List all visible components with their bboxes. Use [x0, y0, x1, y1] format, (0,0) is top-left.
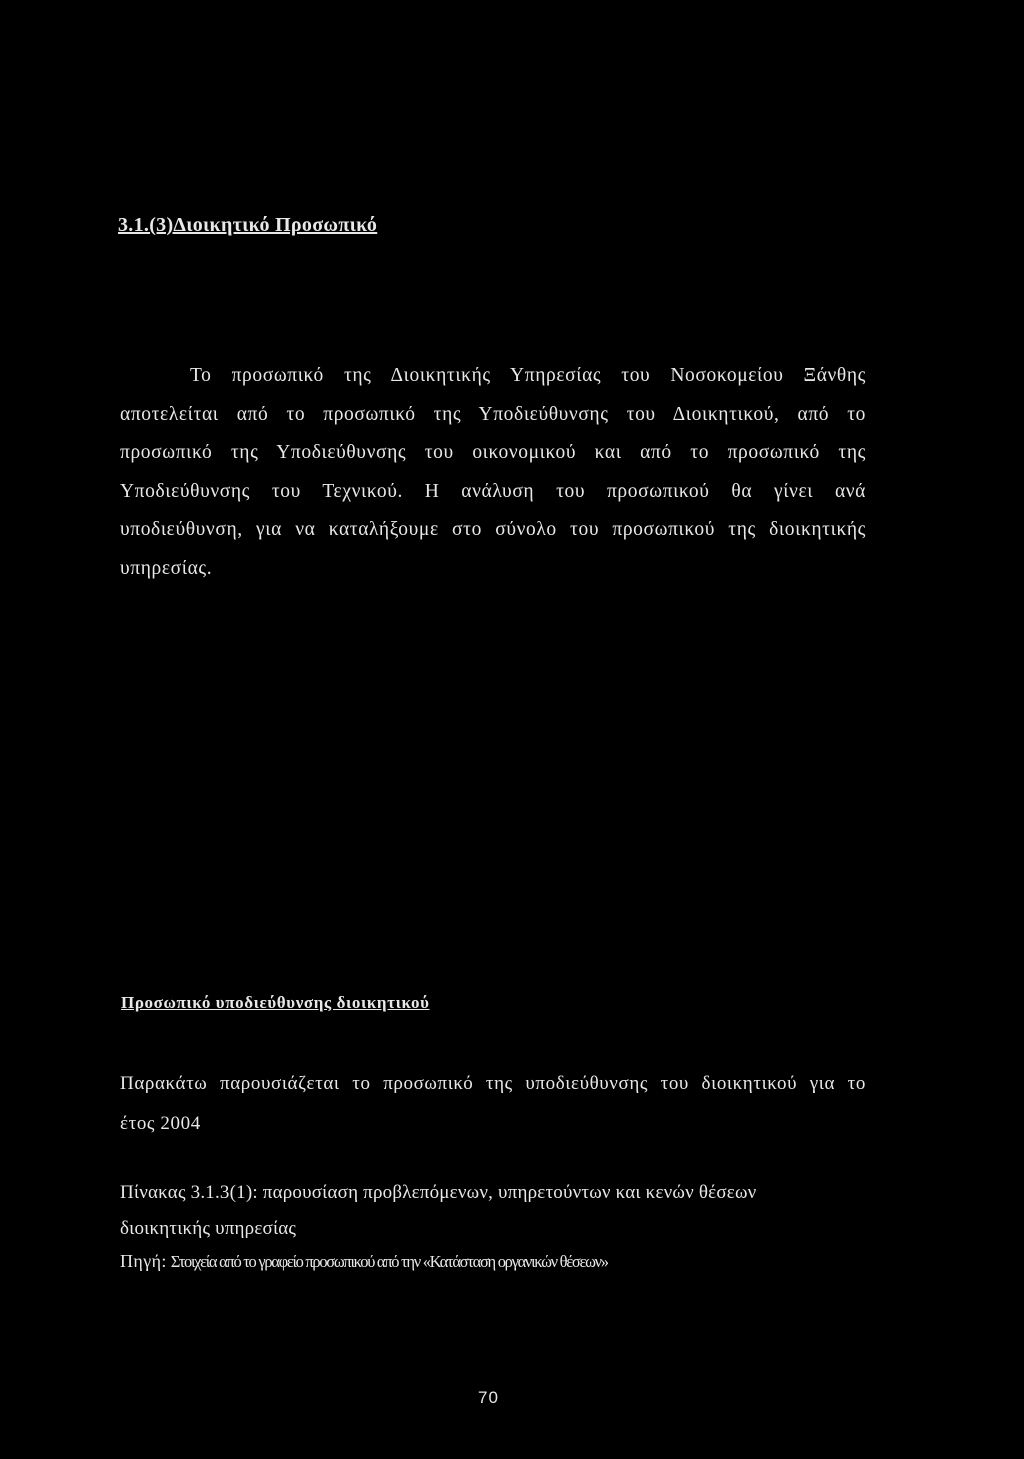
table-caption-line: διοικητικής υπηρεσίας	[120, 1218, 297, 1239]
table-caption	[120, 1175, 756, 1247]
intro-paragraph-line: υποδιεύθυνση, για να καταλήξουμε στο σύνολο του προσωπικού της διοικητικής	[120, 519, 866, 540]
source-note	[120, 1251, 608, 1272]
page-number: 70	[478, 1388, 499, 1407]
intro-paragraph-line: Το προσωπικό της Διοικητικής Υπηρεσίας του Νοσοκομείου Ξάνθης	[190, 365, 866, 386]
intro-paragraph-line: υπηρεσίας.	[120, 557, 213, 579]
second-paragraph	[120, 1064, 866, 1144]
source-label: Πηγή:	[120, 1251, 167, 1271]
subheading: Προσωπικό υποδιεύθυνσης διοικητικού	[121, 993, 430, 1012]
intro-paragraph	[120, 357, 866, 588]
second-paragraph-line: Παρακάτω παρουσιάζεται το προσωπικό της υποδιεύθυνσης του διοικητικού για το	[120, 1073, 866, 1094]
source-text: Στοιχεία από το γραφείο προσωπικού από την «Κατάσταση οργανικών θέσεων»	[170, 1252, 608, 1271]
intro-paragraph-line: προσωπικό της Υποδιεύθυνσης του οικονομικού και από το προσωπικό της	[120, 442, 866, 463]
table-caption-line: Πίνακας 3.1.3(1): παρουσίαση προβλεπόμενων, υπηρετούντων και κενών θέσεων	[120, 1182, 757, 1203]
intro-paragraph-line: αποτελείται από το προσωπικό της Υποδιεύθυνσης του Διοικητικού, από το	[120, 403, 866, 425]
section-heading: 3.1.(3)Διοικητικό Προσωπικό	[118, 214, 378, 236]
second-paragraph-line: έτος 2004	[120, 1113, 201, 1134]
intro-paragraph-line: Υποδιεύθυνσης του Τεχνικού. Η ανάλυση του προσωπικού θα γίνει ανά	[120, 480, 866, 502]
